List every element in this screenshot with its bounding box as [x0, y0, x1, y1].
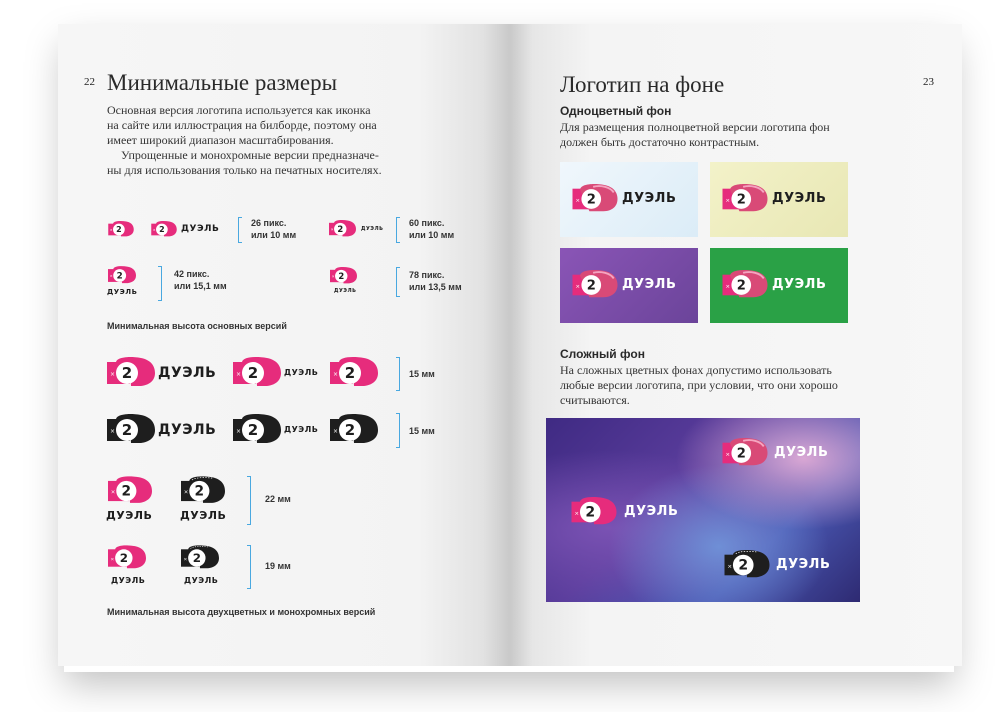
- logo-stacked-mono: [181, 476, 225, 506]
- caption-main-versions: Минимальная высота основных версий: [107, 321, 287, 331]
- logo-wordmark: ДУЭЛЬ: [624, 504, 679, 519]
- intro-text: [107, 103, 407, 178]
- swatch-green: [710, 248, 848, 323]
- size-bracket: [238, 217, 242, 243]
- right-page: [510, 24, 962, 666]
- logo-wordmark: ДУЭЛЬ: [774, 445, 829, 460]
- intro-line: Упрощенные и монохромные версии предназначе-: [121, 148, 379, 162]
- logo-wordmark: ДУЭЛЬ: [180, 509, 227, 522]
- complex-bg-text: На сложных цветных фонах допустимо использовать любые версии логотипа, при условии, что они хорошо считываются.: [560, 363, 838, 407]
- swatch-light-blue: [560, 162, 698, 237]
- logo-mono: [724, 550, 770, 580]
- intro-line: ны для использования только на печатных носителях.: [107, 163, 382, 177]
- solid-bg-heading: Одноцветный фон: [560, 104, 672, 118]
- logo-brand-compact: [233, 357, 281, 389]
- complex-bg-heading: Сложный фон: [560, 347, 645, 361]
- logo-glove: [572, 184, 618, 214]
- swatch-purple: [560, 248, 698, 323]
- size-label: 15 мм: [409, 426, 435, 436]
- logo-glove: [722, 270, 768, 300]
- logo-mono-icon: [330, 414, 378, 446]
- size-label: 78 пикс. или 13,5 мм: [409, 270, 462, 292]
- solid-bg-text: Для размещения полноцветной версии логотипа фон должен быть достаточно контрастным.: [560, 120, 830, 149]
- size-bracket: [396, 413, 400, 448]
- logo-wordmark: ДУЭЛЬ: [111, 576, 146, 585]
- left-page: [58, 24, 510, 666]
- logo-wordmark: ДУЭЛЬ: [158, 365, 217, 381]
- logo-wordmark: ДУЭЛЬ: [772, 191, 827, 206]
- size-label: 26 пикс. или 10 мм: [251, 218, 297, 240]
- logo-stacked-brand: [108, 476, 152, 506]
- logo-brand-icon: [330, 357, 378, 389]
- swatch-light-yellow: [710, 162, 848, 237]
- page-title: Минимальные размеры: [107, 70, 338, 95]
- logo-mono-full: [107, 414, 155, 446]
- size-bracket: [247, 545, 251, 589]
- logo-stacked-tiny: [108, 266, 136, 285]
- logo-wordmark: ДУЭЛЬ: [181, 224, 220, 234]
- size-label: 19 мм: [265, 561, 291, 571]
- logo-stacked-tiny: [330, 267, 357, 285]
- logo-wordmark: ДУЭЛЬ: [184, 576, 219, 585]
- logo-tiny: [329, 220, 356, 238]
- logo-wordmark: ДУЭЛЬ: [776, 557, 831, 572]
- logo-wordmark: ДУЭЛЬ: [334, 288, 357, 294]
- logo-wordmark: ДУЭЛЬ: [107, 288, 138, 296]
- size-label: 60 пикс. или 10 мм: [409, 218, 455, 240]
- logo-stacked-mono-small: [181, 545, 219, 571]
- logo-wordmark: ДУЭЛЬ: [622, 277, 677, 292]
- intro-line: имеет широкий диапазон масштабирования.: [107, 133, 334, 147]
- size-label: 15 мм: [409, 369, 435, 379]
- logo-glove: [722, 184, 768, 214]
- logo-mono-compact: [233, 414, 281, 446]
- size-bracket: [396, 217, 400, 243]
- logo-glove: [722, 438, 768, 468]
- page-title: Логотип на фоне: [560, 72, 725, 97]
- logo-wordmark: ДУЭЛЬ: [622, 191, 677, 206]
- size-bracket: [158, 266, 162, 301]
- logo-wordmark: ДУЭЛЬ: [772, 277, 827, 292]
- logo-brand-full: [107, 357, 155, 389]
- size-label: 42 пикс. или 15,1 мм: [174, 269, 227, 291]
- logo-brand: [571, 497, 617, 527]
- logo-wordmark: ДУЭЛЬ: [106, 509, 153, 522]
- size-bracket: [247, 476, 251, 525]
- size-label: 22 мм: [265, 494, 291, 504]
- size-bracket: [396, 357, 400, 391]
- logo-glove: [572, 270, 618, 300]
- logo-wordmark: ДУЭЛЬ: [158, 422, 217, 438]
- intro-line: Основная версия логотипа используется как иконка: [107, 103, 371, 117]
- caption-mono-versions: Минимальная высота двухцветных и монохромных версий: [107, 607, 376, 617]
- page-number: 22: [84, 76, 95, 88]
- complex-background: [546, 418, 860, 602]
- logo-tiny: [108, 221, 134, 238]
- logo-tiny-with-word: [151, 221, 177, 238]
- intro-line: на сайте или иллюстрация на билборде, поэтому она: [107, 118, 377, 132]
- logo-stacked-brand-small: [108, 545, 146, 571]
- logo-wordmark: ДУЭЛЬ: [284, 368, 319, 377]
- page-number: 23: [923, 76, 934, 88]
- size-bracket: [396, 267, 400, 297]
- logo-wordmark: ДУЭЛЬ: [361, 226, 384, 232]
- logo-wordmark: ДУЭЛЬ: [284, 425, 319, 434]
